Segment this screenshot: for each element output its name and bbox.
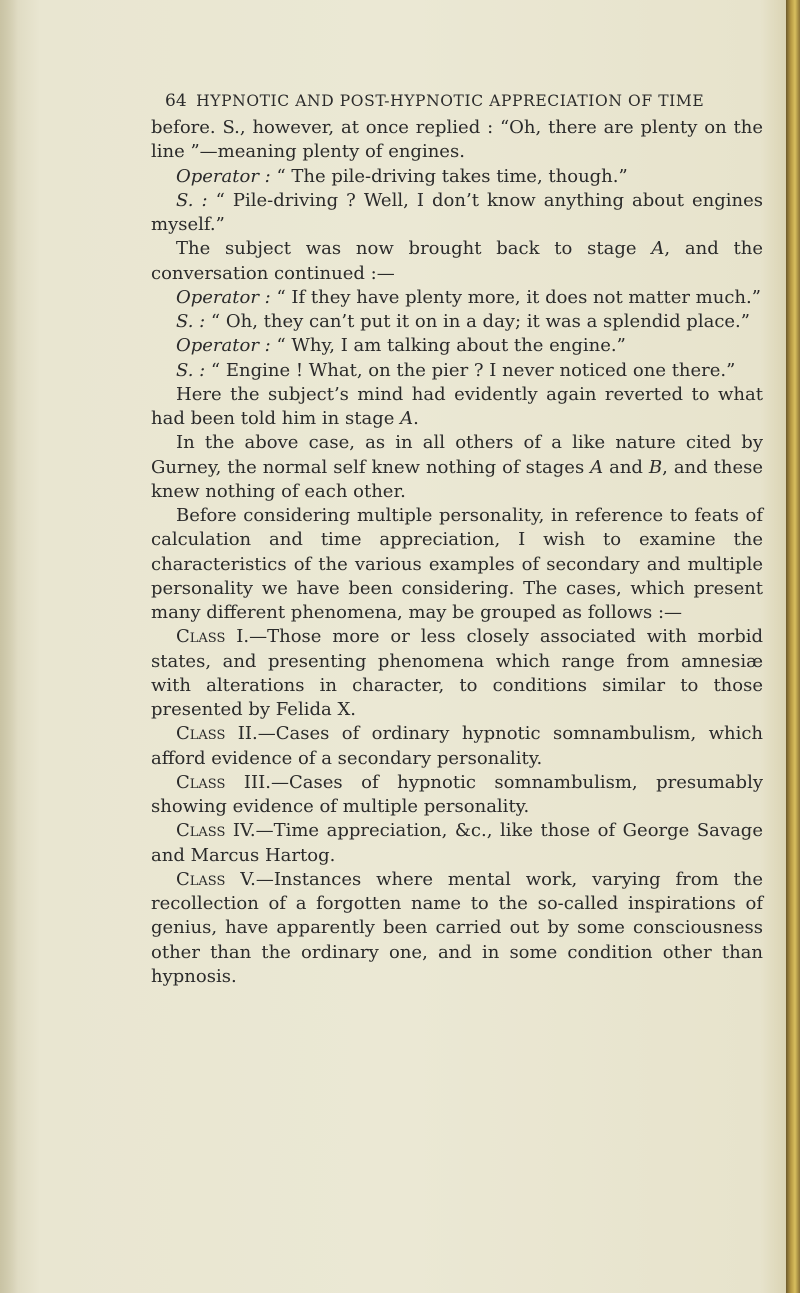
paragraph-text: Before considering multiple personality, in reference to feats of calculation and time appreciation, I wish to examine the characteristics of the various examples of secondary and multiple personality we have been considering. The cases, which present many different phenomena, may be grouped as follows :— — [151, 505, 763, 623]
class-heading: Class IV. — [176, 820, 256, 842]
paragraph — [151, 771, 763, 820]
paragraph — [151, 383, 763, 432]
italic-text: B — [648, 456, 663, 478]
paragraph-text: “ The pile-driving takes time, though.” — [270, 165, 628, 187]
paragraph — [151, 819, 763, 868]
class-heading: Class II. — [176, 723, 258, 745]
paragraph-text: “ Pile-driving ? Well, I don’t know anything about engines myself.” — [151, 189, 763, 235]
paragraph-text: , and these knew nothing of each other. — [151, 456, 763, 502]
paragraph-text: “ Why, I am talking about the engine.” — [270, 335, 626, 357]
running-title: HYPNOTIC AND POST-HYPNOTIC APPRECIATION OF TIME — [196, 92, 705, 110]
paragraph-text: —Time appreciation, &c., like those of George Savage and Marcus Hartog. — [151, 820, 763, 866]
paragraph-text: —Those more or less closely associated with morbid states, and presenting phenomena which range from amnesiæ with alterations in character, to conditions similar to those presented by Felida X. — [151, 626, 763, 720]
class-heading: Class I. — [176, 626, 250, 648]
paragraph-text: —Cases of ordinary hypnotic somnambulism, which afford evidence of a secondary personality. — [151, 723, 764, 769]
paragraph — [151, 116, 763, 165]
running-header — [165, 91, 765, 111]
italic-text: Operator : — [176, 286, 271, 308]
italic-text: A — [400, 408, 414, 429]
italic-text: S. : — [176, 189, 208, 211]
italic-text: S. : — [176, 311, 206, 332]
paragraph-text: . — [413, 408, 419, 429]
paragraph-text: , and the conversation continued :— — [151, 238, 764, 284]
italic-text: A — [590, 456, 604, 478]
paragraph — [151, 237, 763, 286]
body-text — [151, 116, 763, 989]
paragraph-text: In the above case, as in all others of a like nature cited by Gurney, the normal self knew nothing of stages — [151, 432, 763, 478]
paragraph-text: Here the subject’s mind had evidently again reverted to what had been told him in stage — [151, 383, 763, 429]
paragraph-text: “ Oh, they can’t put it on in a day; it was a splendid place.” — [205, 311, 750, 332]
paragraph — [151, 868, 763, 989]
paragraph — [151, 165, 763, 189]
paragraph — [151, 722, 763, 771]
paragraph-text: The subject was now brought back to stage — [176, 238, 652, 260]
page-gutter-shadow — [0, 0, 18, 1293]
paragraph-text: “ Engine ! What, on the pier ? I never noticed one there.” — [205, 359, 736, 381]
book-spine-edge — [786, 0, 800, 1293]
paragraph — [151, 310, 763, 334]
class-heading: Class V. — [176, 868, 256, 890]
italic-text: A — [651, 238, 665, 260]
italic-text: S. : — [176, 359, 206, 381]
page-number: 64 — [165, 91, 187, 111]
paragraph-text: before. S., however, at once replied : “Oh, there are plenty on the line ”—meaning plenty of engines. — [151, 117, 763, 163]
paragraph — [151, 286, 763, 310]
italic-text: Operator : — [176, 165, 271, 187]
paragraph — [151, 504, 763, 625]
paragraph — [151, 431, 763, 504]
italic-text: Operator : — [176, 335, 271, 357]
paragraph — [151, 334, 763, 358]
paragraph — [151, 189, 763, 238]
paragraph-text: “ If they have plenty more, it does not matter much.” — [270, 286, 761, 308]
paragraph-text: —Cases of hypnotic somnambulism, presumably showing evidence of multiple personality. — [151, 771, 763, 817]
paragraph-text: —Instances where mental work, varying from the recollection of a forgotten name to the so-called inspirations of genius, have apparently been carried out by some consciousness other than the ordinary one, and in some condition other than hypnosis. — [151, 868, 763, 987]
paragraph — [151, 625, 763, 722]
paragraph — [151, 359, 763, 383]
class-heading: Class III. — [176, 771, 271, 793]
paragraph-text: and — [603, 456, 649, 478]
